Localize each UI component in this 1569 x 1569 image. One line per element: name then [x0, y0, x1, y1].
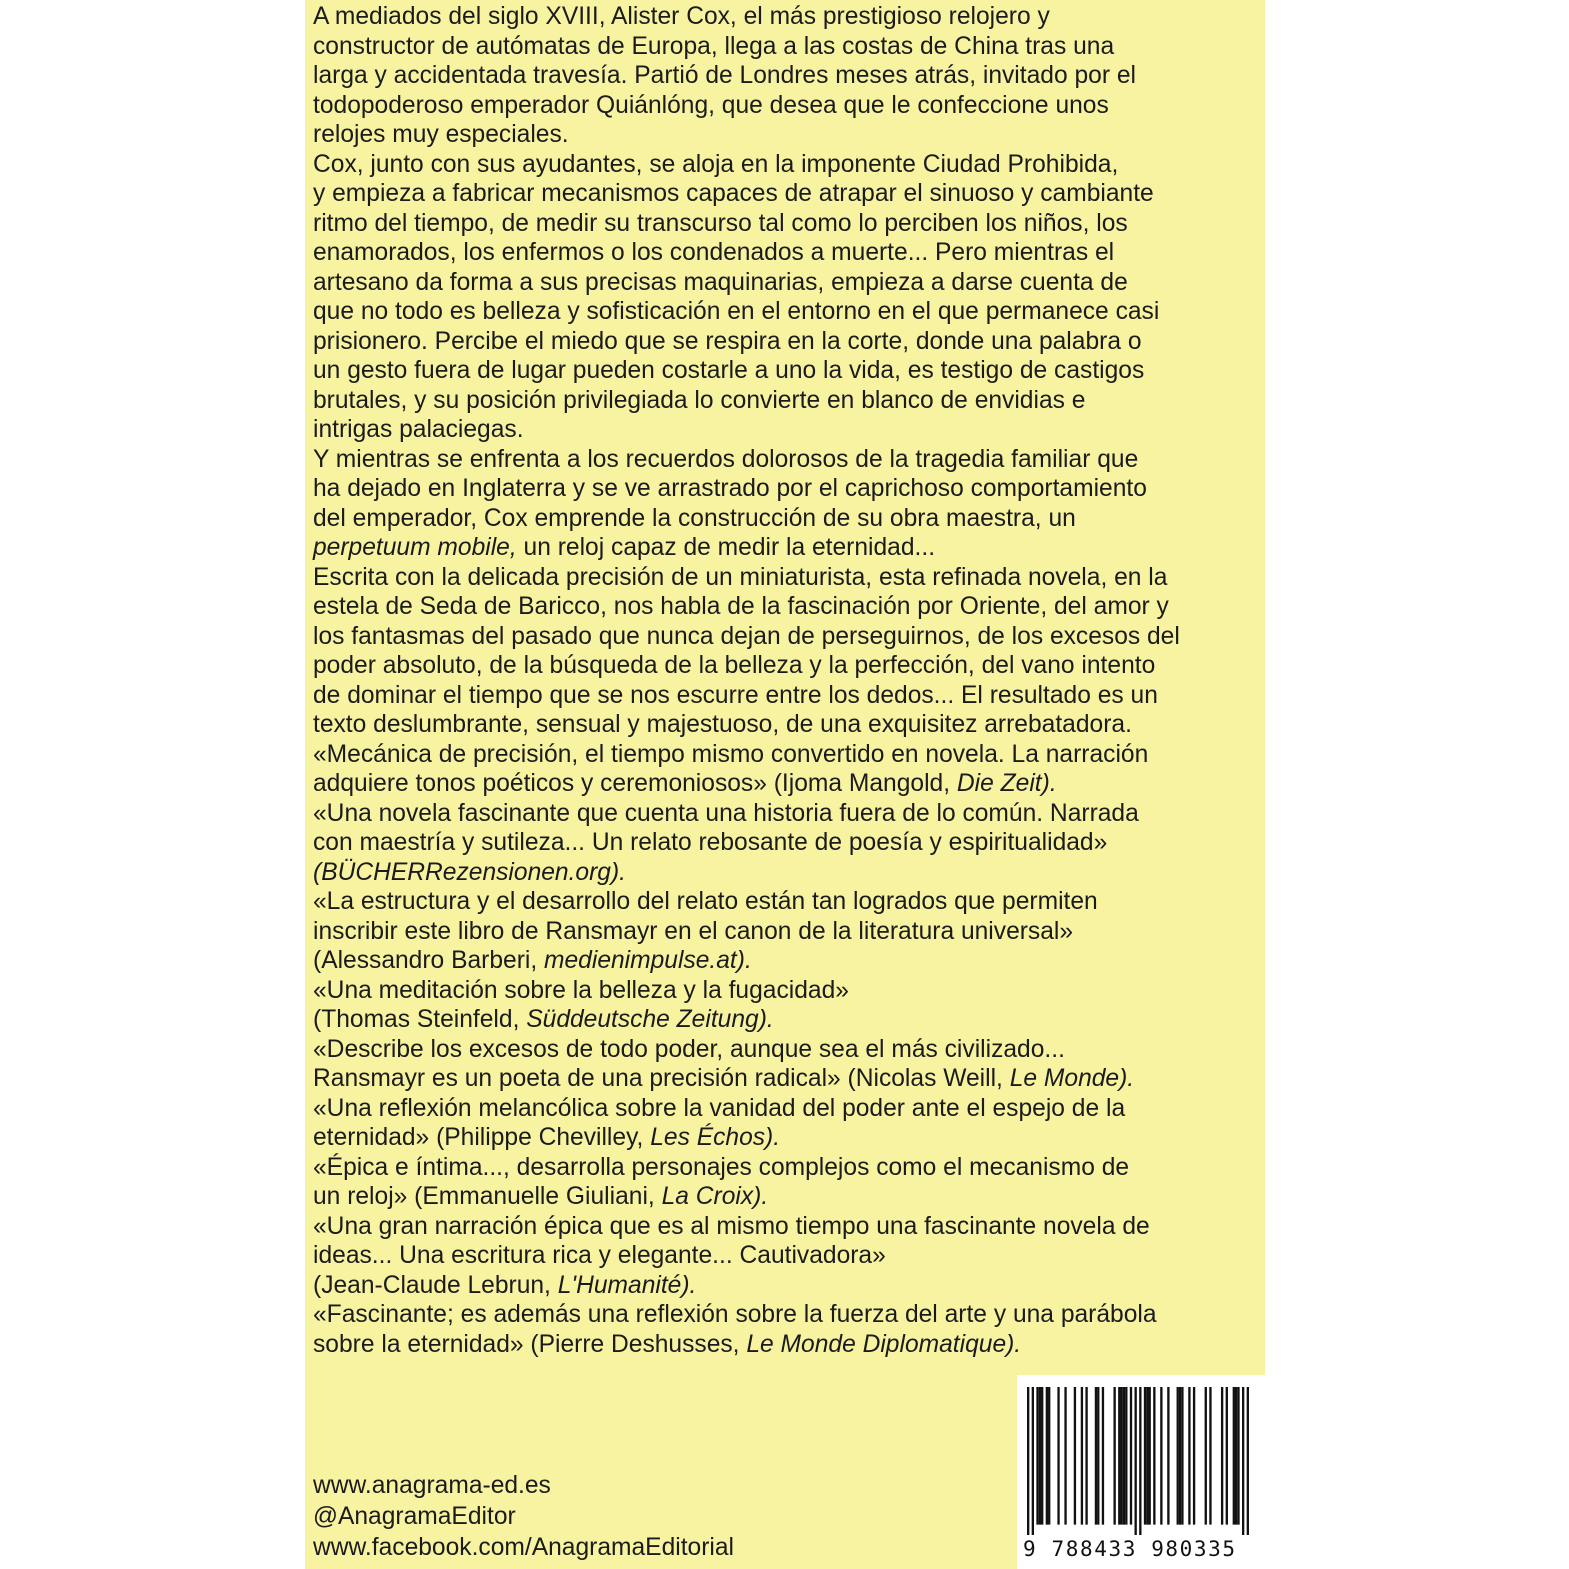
barcode-bar	[1057, 1387, 1059, 1525]
text-segment: «Épica e íntima..., desarrolla personajes complejos como el mecanismo de	[313, 1153, 1130, 1181]
reviews-line	[313, 1241, 1261, 1271]
barcode-bar	[1081, 1387, 1083, 1525]
barcode-bar	[1181, 1387, 1183, 1525]
barcode-image	[1027, 1387, 1249, 1535]
barcode-bar	[1226, 1387, 1228, 1525]
text-segment: que no todo es belleza y sofisticación en el entorno en el que permanece casi	[313, 298, 1160, 325]
text-segment: enamorados, los enfermos o los condenados a muerte... Pero mientras el	[313, 239, 1115, 266]
text-segment: «Una reflexión melancólica sobre la vanidad del poder ante el espejo de la	[313, 1094, 1126, 1122]
synopsis-line	[313, 32, 1261, 62]
barcode-bar	[1144, 1387, 1146, 1525]
barcode-bar	[1235, 1387, 1237, 1525]
barcode-bar	[1146, 1387, 1148, 1525]
text-segment: ha dejado en Inglaterra y se ve arrastrado por el caprichoso comportamiento	[313, 475, 1147, 502]
text-segment: un reloj capaz de medir la eternidad...	[516, 534, 936, 561]
text-segment: «Una meditación sobre la belleza y la fugacidad»	[313, 976, 849, 1004]
text-segment: poder absoluto, de la búsqueda de la belleza y la perfección, del vano intento	[313, 652, 1156, 679]
italic-text: Le Monde).	[1009, 1065, 1135, 1092]
text-segment: con maestría y sutileza... Un relato rebosante de poesía y espiritualidad»	[313, 829, 1108, 856]
barcode-bar	[1032, 1387, 1034, 1535]
synopsis-line	[313, 356, 1261, 386]
barcode-bar	[1085, 1387, 1087, 1525]
text-segment: (Jean-Claude Lebrun,	[313, 1271, 558, 1299]
isbn-barcode-panel	[1017, 1375, 1265, 1569]
text-segment: Cox, junto con sus ayudantes, se aloja en la imponente Ciudad Prohibida,	[313, 150, 1119, 178]
text-segment: «Fascinante; es además una reflexión sobre la fuerza del arte y una parábola	[313, 1301, 1157, 1328]
isbn-number: 9 788433 980335	[1023, 1537, 1237, 1561]
barcode-bar	[1097, 1387, 1099, 1525]
text-segment: «La estructura y el desarrollo del relato están tan logrados que permiten	[313, 888, 1098, 915]
reviews-line	[313, 1035, 1261, 1065]
synopsis-line	[313, 209, 1261, 239]
text-segment: «Una novela fascinante que cuenta una historia fuera de lo común. Narrada	[313, 799, 1139, 827]
text-segment: (Thomas Steinfeld,	[313, 1006, 527, 1033]
reviews-line	[313, 1182, 1261, 1212]
text-segment: y empieza a fabricar mecanismos capaces de atrapar el sinuoso y cambiante	[313, 180, 1154, 207]
text-segment: texto deslumbrante, sensual y majestuoso, de una exquisitez arrebatadora.	[313, 711, 1132, 738]
barcode-bar	[1242, 1387, 1244, 1535]
reviews-line	[313, 1300, 1261, 1330]
text-segment: estela de Seda de Baricco, nos habla de la fascinación por Oriente, del amor y	[313, 593, 1169, 620]
press-reviews	[313, 740, 1261, 1360]
text-segment: larga y accidentada travesía. Partió de Londres meses atrás, invitado por el	[313, 62, 1136, 89]
reviews-line	[313, 917, 1261, 947]
text-segment: Y mientras se enfrenta a los recuerdos dolorosos de la tragedia familiar que	[313, 445, 1139, 473]
synopsis	[313, 2, 1261, 740]
barcode-bar	[1160, 1387, 1162, 1525]
reviews-line	[313, 769, 1261, 799]
synopsis-line	[313, 710, 1261, 740]
publisher-links	[313, 1470, 734, 1563]
text-segment: brutales, y su posición privilegiada lo convierte en blanco de envidias e	[313, 386, 1086, 414]
barcode-bar	[1149, 1387, 1151, 1525]
synopsis-line	[313, 622, 1261, 652]
reviews-line	[313, 1094, 1261, 1124]
reviews-line	[313, 1212, 1261, 1242]
barcode-bar	[1041, 1387, 1043, 1525]
synopsis-line	[313, 533, 1261, 563]
italic-text: La Croix).	[661, 1183, 769, 1210]
text-segment: intrigas palaciegas.	[313, 416, 524, 443]
synopsis-line	[313, 120, 1261, 150]
text-segment: eternidad» (Philippe Chevilley,	[313, 1124, 651, 1151]
text-segment: sobre la eternidad» (Pierre Deshusses,	[313, 1330, 747, 1358]
synopsis-line	[313, 150, 1261, 180]
text-segment: constructor de autómatas de Europa, llega a las costas de China tras una	[313, 32, 1115, 60]
text-segment: «Mecánica de precisión, el tiempo mismo convertido en novela. La narración	[313, 740, 1149, 768]
synopsis-line	[313, 327, 1261, 357]
reviews-line	[313, 740, 1261, 770]
text-segment: inscribir este libro de Ransmayr en el canon de la literatura universal»	[313, 917, 1074, 945]
italic-text: medienimpulse.at).	[544, 947, 752, 974]
reviews-line	[313, 858, 1261, 888]
synopsis-line	[313, 179, 1261, 209]
barcode-bar	[1233, 1387, 1235, 1525]
text-segment: relojes muy especiales.	[313, 121, 569, 148]
text-segment: (Alessandro Barberi,	[313, 947, 545, 974]
text-segment: del emperador, Cox emprende la construcción de su obra maestra, un	[313, 504, 1076, 532]
text-segment: ritmo del tiempo, de medir su transcurso tal como lo perciben los niños, los	[313, 209, 1128, 237]
website-link[interactable]: www.anagrama-ed.es	[313, 1472, 551, 1499]
barcode-bar	[1125, 1387, 1127, 1525]
barcode-bar	[1177, 1387, 1179, 1525]
text-segment: «Describe los excesos de todo poder, aunque sea el más civilizado...	[313, 1035, 1065, 1063]
reviews-line	[313, 887, 1261, 917]
barcode-bar	[1237, 1387, 1239, 1525]
synopsis-line	[313, 415, 1261, 445]
barcode-bar	[1209, 1387, 1211, 1525]
synopsis-line	[313, 2, 1261, 32]
italic-text: Süddeutsche Zeitung).	[526, 1006, 774, 1033]
barcode-bar	[1064, 1387, 1066, 1525]
synopsis-line	[313, 445, 1261, 475]
reviews-line	[313, 946, 1261, 976]
barcode-bar	[1167, 1387, 1169, 1525]
reviews-line	[313, 828, 1261, 858]
barcode-bar	[1036, 1387, 1038, 1525]
barcode-bar	[1074, 1387, 1076, 1525]
reviews-line	[313, 1330, 1261, 1360]
barcode-bar	[1102, 1387, 1104, 1525]
synopsis-line	[313, 651, 1261, 681]
synopsis-line	[313, 504, 1261, 534]
reviews-line	[313, 1271, 1261, 1301]
facebook-link[interactable]: www.facebook.com/AnagramaEditorial	[313, 1534, 735, 1561]
barcode-bar	[1118, 1387, 1120, 1525]
back-cover	[305, 0, 1265, 1569]
reviews-line	[313, 1153, 1261, 1183]
barcode-bar	[1247, 1387, 1249, 1535]
italic-text: Die Zeit).	[956, 770, 1057, 797]
twitter-handle[interactable]: @AnagramaEditor	[313, 1503, 516, 1530]
reviews-line	[313, 976, 1261, 1006]
barcode-bar	[1221, 1387, 1223, 1525]
text-segment: un gesto fuera de lugar pueden costarle a uno la vida, es testigo de castigos	[313, 357, 1145, 384]
reviews-line	[313, 1123, 1261, 1153]
italic-text: Le Monde Diplomatique).	[746, 1330, 1022, 1358]
synopsis-line	[313, 681, 1261, 711]
barcode-bar	[1039, 1387, 1041, 1525]
synopsis-line	[313, 297, 1261, 327]
barcode-bar	[1027, 1387, 1029, 1535]
barcode-bar	[1046, 1387, 1048, 1525]
barcode-bar	[1130, 1387, 1132, 1525]
reviews-line	[313, 1005, 1261, 1035]
text-segment: los fantasmas del pasado que nunca dejan de perseguirnos, de los excesos del	[313, 622, 1180, 650]
text-segment: A mediados del siglo XVIII, Alister Cox, el más prestigioso relojero y	[313, 3, 1050, 30]
barcode-bar	[1193, 1387, 1195, 1525]
italic-text: L'Humanité).	[557, 1271, 697, 1299]
text-segment: todopoderoso emperador Quiánlóng, que desea que le confeccione unos	[313, 91, 1109, 119]
italic-text: (BÜCHERRezensionen.org).	[313, 858, 627, 886]
barcode-bar	[1188, 1387, 1190, 1525]
barcode-bar	[1179, 1387, 1181, 1525]
reviews-line	[313, 1064, 1261, 1094]
synopsis-line	[313, 563, 1261, 593]
barcode-bar	[1123, 1387, 1125, 1525]
synopsis-line	[313, 474, 1261, 504]
barcode-bar	[1139, 1387, 1141, 1535]
text-segment: un reloj» (Emmanuelle Giuliani,	[313, 1183, 662, 1210]
italic-text: Les Échos).	[650, 1124, 781, 1151]
text-segment: adquiere tonos poéticos y ceremoniosos» (Ijoma Mangold,	[313, 770, 957, 797]
synopsis-line	[313, 238, 1261, 268]
barcode-bar	[1048, 1387, 1050, 1525]
barcode-bar	[1120, 1387, 1122, 1525]
synopsis-line	[313, 61, 1261, 91]
back-cover-text	[313, 2, 1261, 1359]
barcode-bar	[1095, 1387, 1097, 1525]
synopsis-line	[313, 592, 1261, 622]
barcode-bar	[1134, 1387, 1136, 1535]
text-segment: Ransmayr es un poeta de una precisión radical» (Nicolas Weill,	[313, 1065, 1010, 1092]
text-segment: prisionero. Percibe el miedo que se respira en la corte, donde una palabra o	[313, 327, 1142, 355]
synopsis-line	[313, 386, 1261, 416]
barcode-bar	[1205, 1387, 1207, 1525]
barcode-bar	[1113, 1387, 1115, 1525]
text-segment: Escrita con la delicada precisión de un miniaturista, esta refinada novela, en la	[313, 563, 1168, 591]
barcode-bar	[1153, 1387, 1155, 1525]
text-segment: de dominar el tiempo que se nos escurre entre los dedos... El resultado es un	[313, 681, 1158, 709]
italic-text: perpetuum mobile,	[313, 534, 517, 561]
reviews-line	[313, 799, 1261, 829]
synopsis-line	[313, 268, 1261, 298]
text-segment: artesano da forma a sus precisas maquinarias, empieza a darse cuenta de	[313, 268, 1128, 296]
text-segment: ideas... Una escritura rica y elegante... Cautivadora»	[313, 1242, 886, 1269]
synopsis-line	[313, 91, 1261, 121]
text-segment: «Una gran narración épica que es al mismo tiempo una fascinante novela de	[313, 1212, 1150, 1240]
